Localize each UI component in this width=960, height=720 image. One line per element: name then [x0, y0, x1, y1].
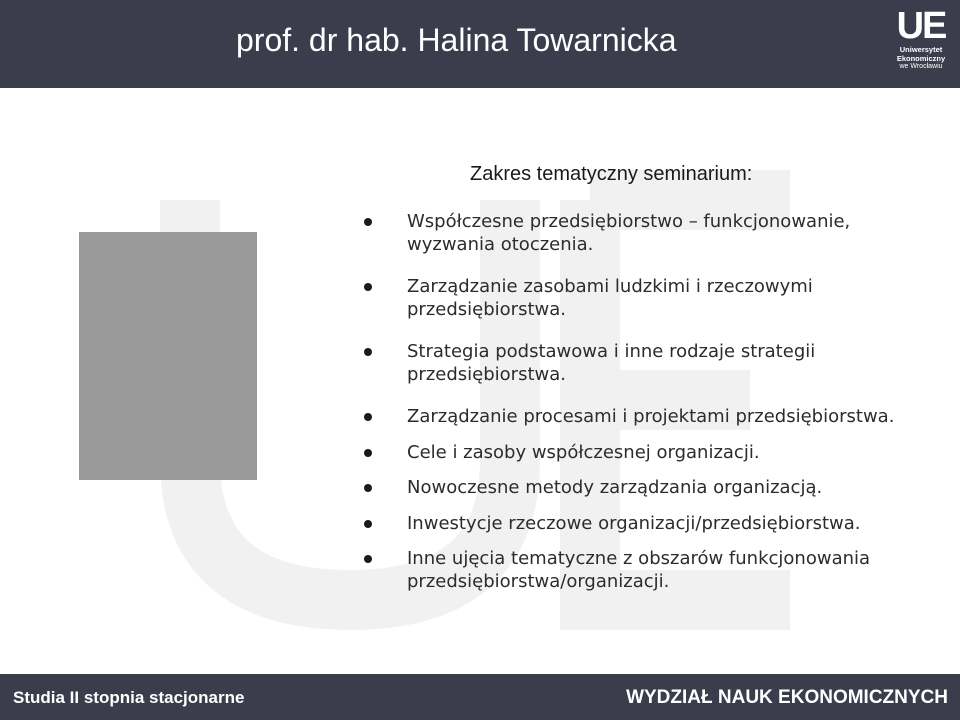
bullet-icon	[364, 484, 372, 492]
list-item	[364, 340, 924, 386]
bullet-icon	[364, 520, 372, 528]
slide-title: prof. dr hab. Halina Towarnicka	[236, 22, 677, 58]
list-item	[364, 512, 924, 535]
topic-text: Cele i zasoby współczesnej organizacji.	[407, 442, 760, 463]
topic-text: Nowoczesne metody zarządzania organizacją.	[407, 477, 823, 498]
study-level-label: Studia II stopnia stacjonarne	[13, 688, 245, 707]
list-item	[364, 275, 924, 321]
topic-text: Inne ujęcia tematyczne z obszarów funkcjonowania przedsiębiorstwa/organizacji.	[407, 548, 871, 592]
bullet-icon	[364, 449, 372, 457]
section-title: Zakres tematyczny seminarium:	[470, 163, 753, 185]
topic-text: Zarządzanie zasobami ludzkimi i rzeczowymi przedsiębiorstwa.	[407, 276, 813, 320]
topic-text: Inwestycje rzeczowe organizacji/przedsiębiorstwa.	[407, 513, 861, 534]
logo-line-2: Ekonomiczny	[896, 53, 946, 63]
bullet-icon	[364, 283, 372, 291]
list-item	[364, 210, 924, 256]
logo-mark: UE	[896, 5, 946, 47]
university-logo	[888, 6, 954, 82]
logo-line-3: we Wrocławiu	[899, 63, 943, 70]
topic-list	[364, 210, 924, 593]
bullet-icon	[364, 348, 372, 356]
list-item	[364, 476, 924, 499]
footer-bar	[0, 674, 960, 720]
portrait-photo	[79, 232, 257, 480]
bullet-icon	[364, 218, 372, 226]
faculty-label: WYDZIAŁ NAUK EKONOMICZNYCH	[626, 687, 948, 708]
topic-text: Współczesne przedsiębiorstwo – funkcjonowanie, wyzwania otoczenia.	[407, 211, 851, 255]
topic-text: Zarządzanie procesami i projektami przedsiębiorstwa.	[407, 406, 895, 427]
list-item	[364, 547, 924, 593]
header-bar	[0, 0, 960, 88]
topic-text: Strategia podstawowa i inne rodzaje strategii przedsiębiorstwa.	[407, 341, 816, 385]
list-item	[364, 405, 924, 428]
logo-line-1: Uniwersytet	[899, 45, 943, 54]
list-item	[364, 441, 924, 464]
bullet-icon	[364, 413, 372, 421]
bullet-icon	[364, 555, 372, 563]
